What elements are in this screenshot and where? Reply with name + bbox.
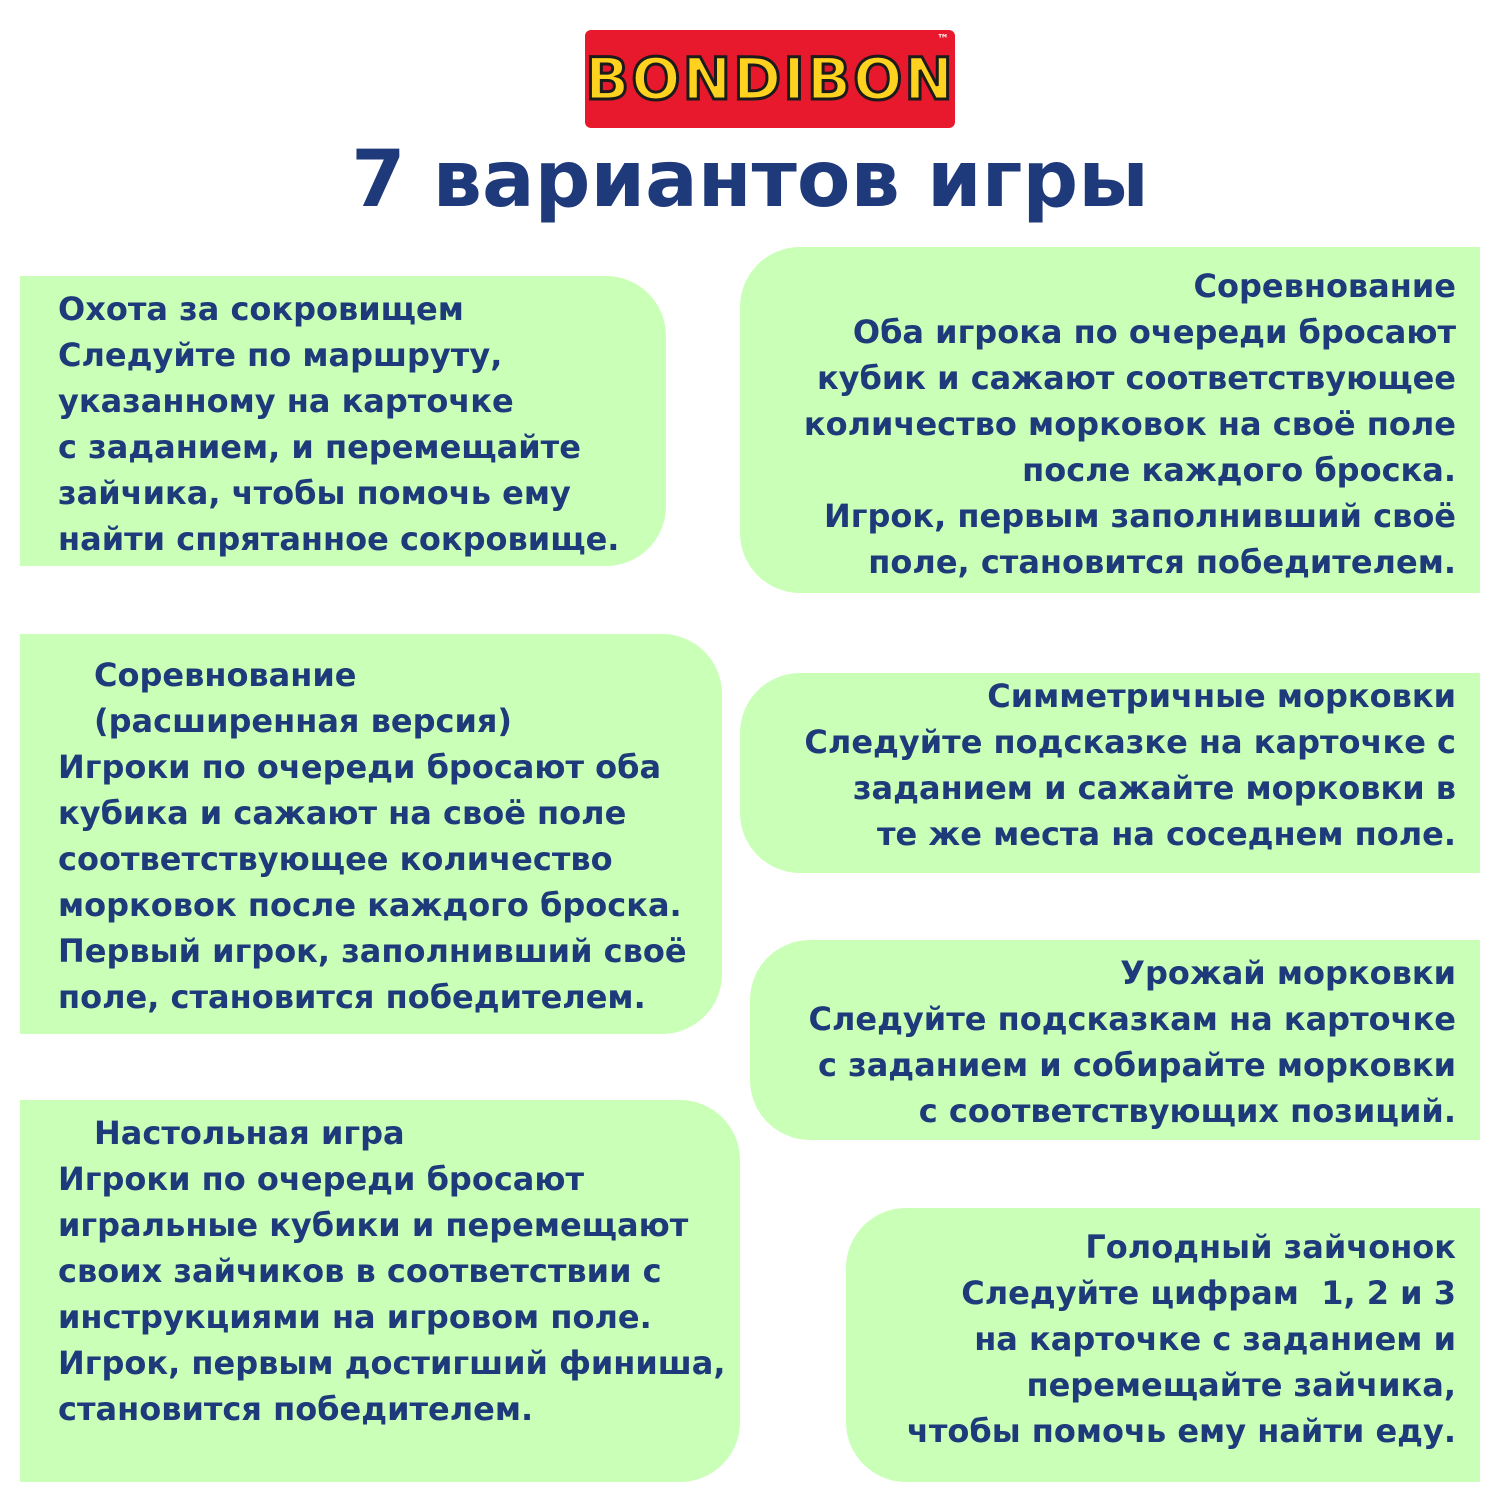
card-title: Симметричные морковки — [987, 677, 1456, 715]
card-body: Игроки по очереди бросают оба кубика и сажают на своё поле соответствующее количество морковок после каждого броска. Первый игрок, заполнивший своё поле, становится победителем. — [58, 748, 687, 1016]
card-symmetric-carrots — [740, 673, 1480, 873]
card-body: Следуйте цифрам 1, 2 и 3 на карточке с заданием и перемещайте зайчика, чтобы помочь ему найти еду. — [906, 1274, 1456, 1450]
card-body: Следуйте по маршруту, указанному на карточке с заданием, и перемещайте зайчика, чтобы помочь ему найти спрятанное сокровище. — [58, 336, 620, 558]
card-title: Охота за сокровищем — [58, 290, 464, 328]
logo-text: BONDIBON — [585, 45, 955, 113]
card-title: Голодный зайчонок — [1085, 1228, 1456, 1266]
card-hungry-bunny — [846, 1208, 1480, 1482]
card-carrot-harvest — [750, 940, 1480, 1140]
card-title: Урожай морковки — [1120, 954, 1456, 992]
card-body: Следуйте подсказкам на карточке с заданием и собирайте морковки с соответствующих позиций. — [808, 1000, 1456, 1130]
card-board-game — [20, 1100, 740, 1482]
trademark-mark: ™ — [937, 32, 949, 46]
card-competition — [740, 247, 1480, 593]
page-title: 7 вариантов игры — [351, 135, 1149, 225]
card-body: Игроки по очереди бросают игральные кубики и перемещают своих зайчиков в соответствии с инструкциями на игровом поле. Игрок, первым достигший финиша, становится победителем. — [58, 1160, 726, 1428]
card-body: Оба игрока по очереди бросают кубик и сажают соответствующее количество морковок на своё поле после каждого броска. Игрок, первым заполнивший своё поле, становится победителем. — [803, 313, 1456, 581]
card-title: Соревнование (расширенная версия) — [94, 656, 513, 740]
card-treasure-hunt — [20, 276, 666, 566]
card-competition-extended — [20, 634, 722, 1034]
card-body: Следуйте подсказке на карточке с заданием и сажайте морковки в те же места на соседнем поле. — [804, 723, 1456, 853]
brand-logo — [585, 30, 955, 128]
card-title: Настольная игра — [94, 1114, 405, 1152]
card-title: Соревнование — [1193, 267, 1456, 305]
